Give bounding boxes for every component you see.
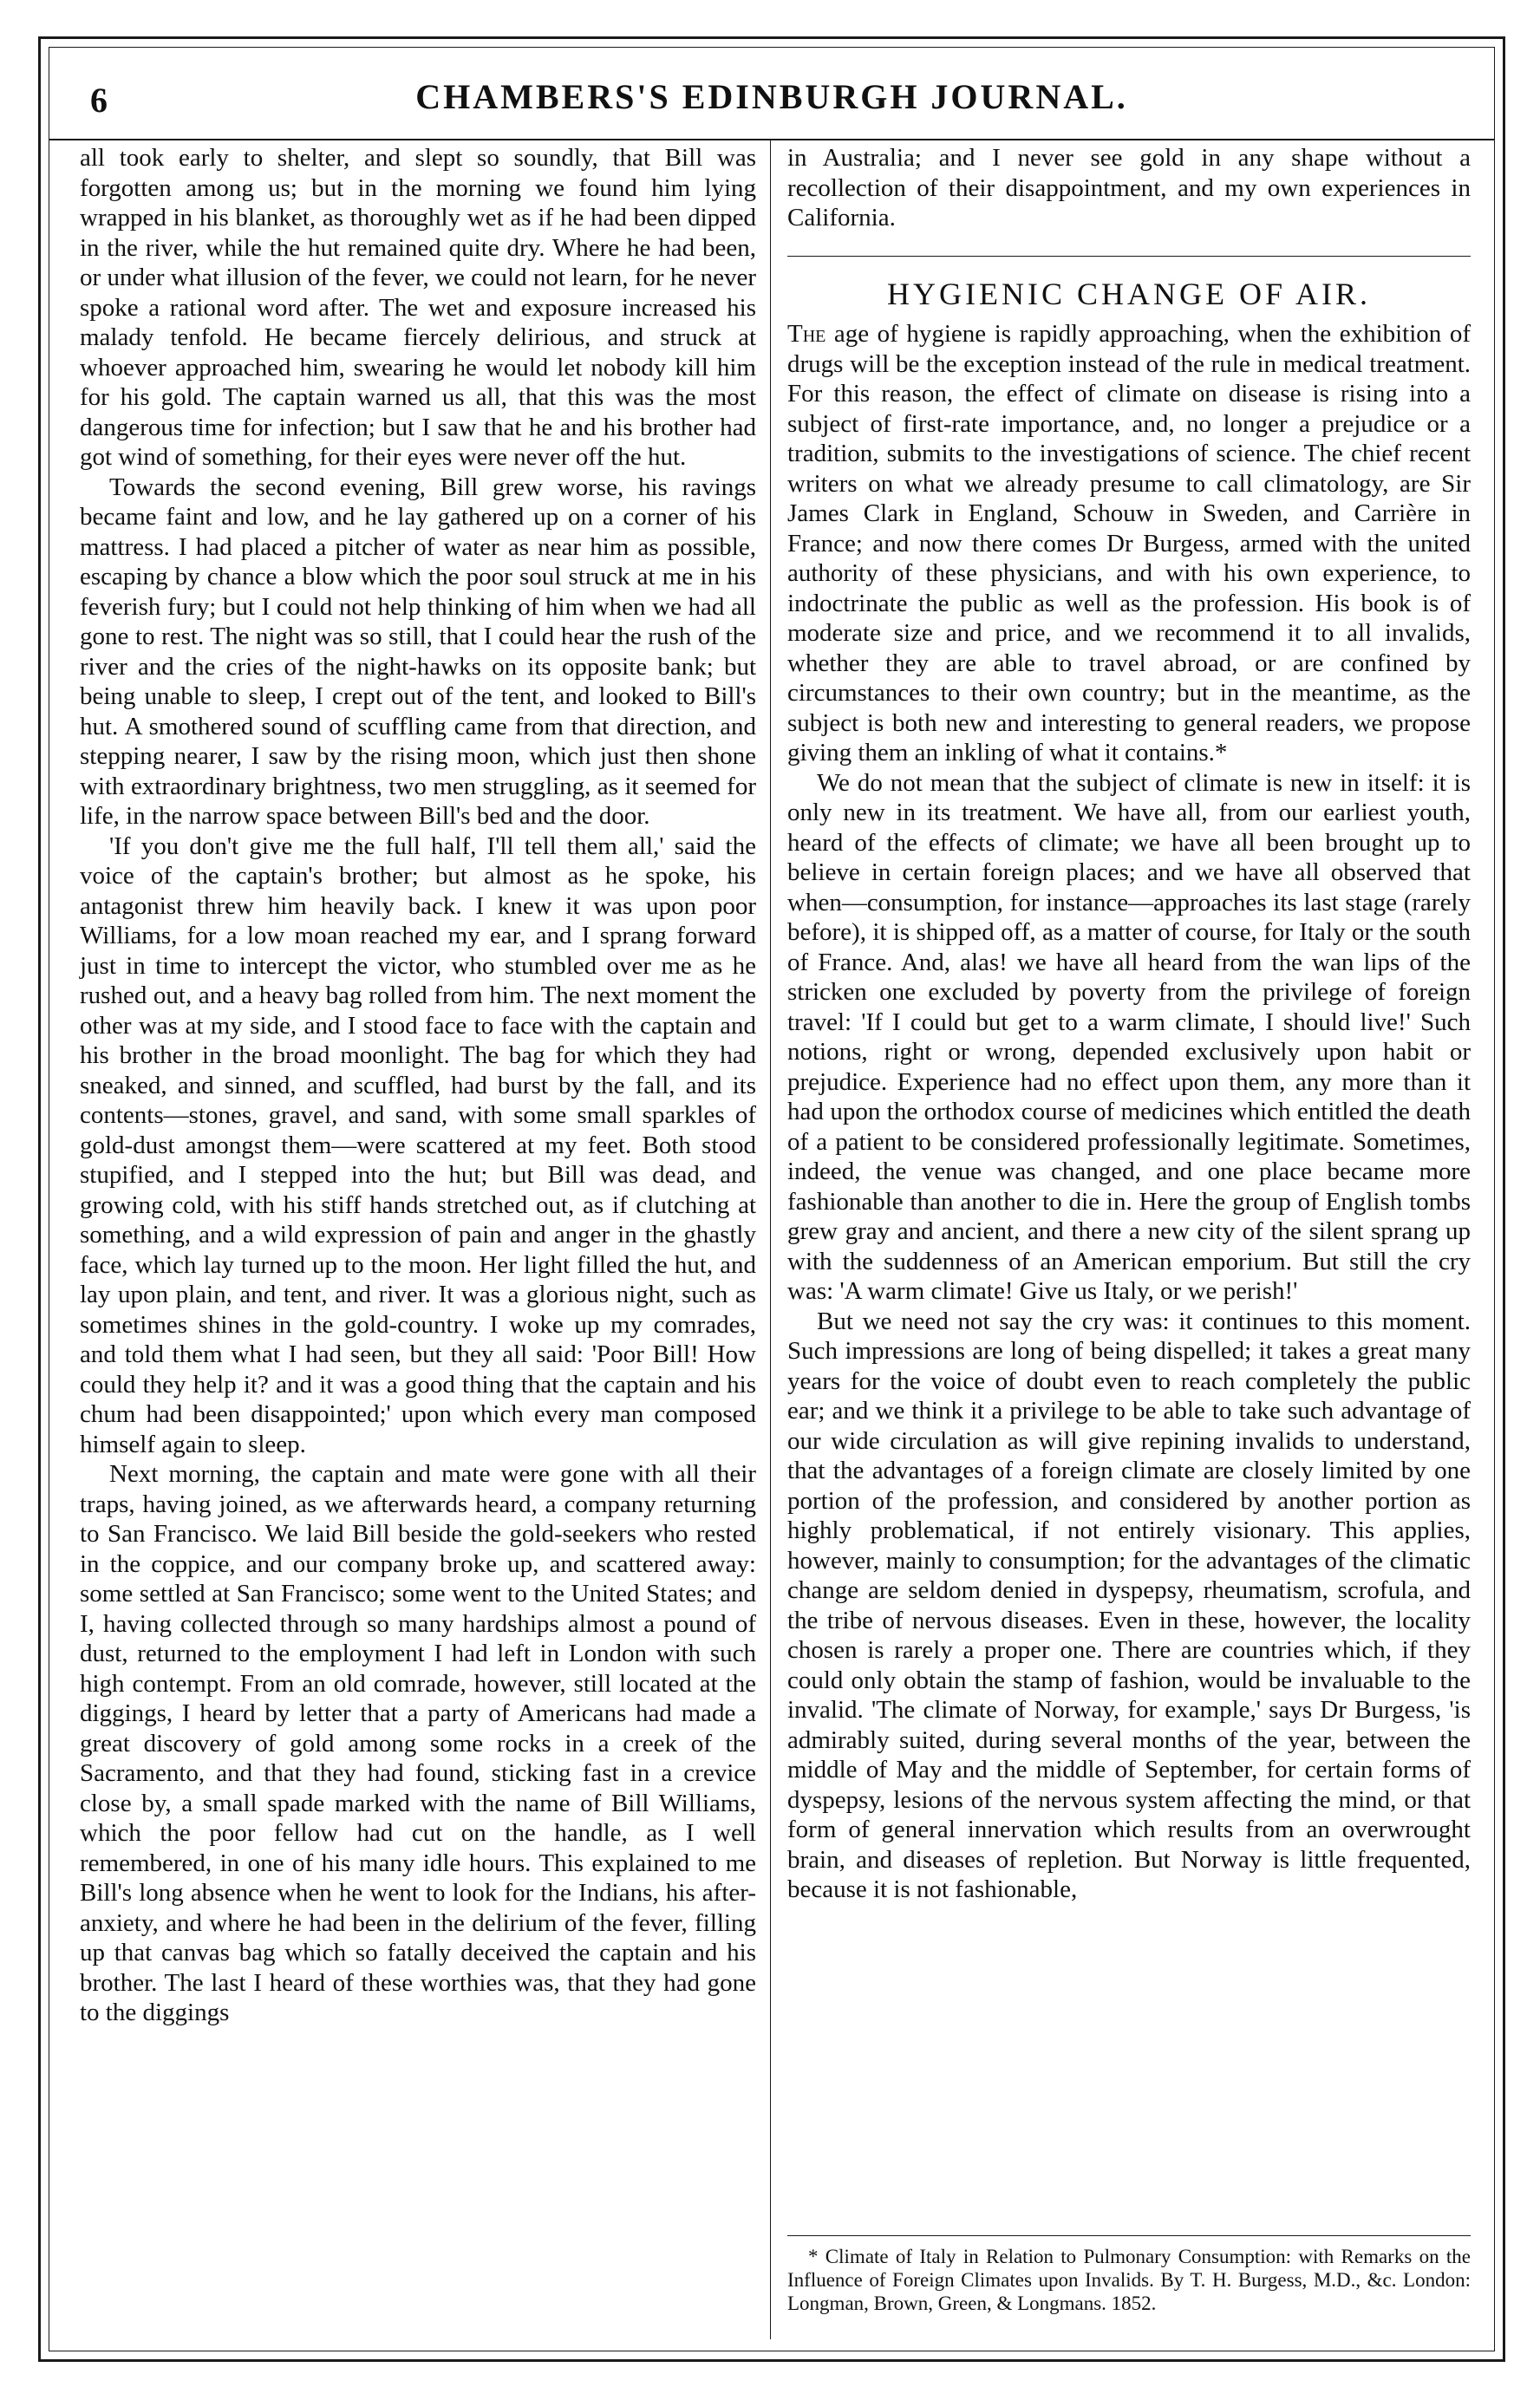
paragraph: Next morning, the captain and mate were gone with all their traps, having joined, as we afterwards heard, a company returning to San Francisco. We laid Bill beside the gold-seekers who rested in the coppice, and our company broke up, and scattered away: some settled at San Francisco; some went to the United States; and I, having collected through so many hardships almost a pound of dust, returned to the employment I had left in London with such high contempt. From an old comrade, however, still located at the diggings, I heard by letter that a party of Americans had made a great discovery of gold among some rocks in a creek of the Sacramento, and that they had found, sticking fast in a crevice close by, a small spade marked with the name of Bill Williams, which the poor fellow had cut on the handle, as I well remembered, in one of his many idle hours. This explained to me Bill's long absence when he went to look for the Indians, his after-anxiety, and where he had been in the delirium of the fever, filling up that canvas bag which so fatally deceived the captain and his brother. The last I heard of these worthies was, that they had gone to the diggings: [80, 1460, 756, 2026]
paragraph-text: age of hygiene is rapidly approaching, when the exhibition of drugs will be the exception instead of the rule in medical treatment. For this reason, the effect of climate on disease is rising into a subject of first-rate importance, and, no longer a prejudice or a tradition, submits to the investigations of science. The chief recent writers on what we already presume to call climatology, are Sir James Clark in England, Schouw in Sweden, and Carrière in France; and now there comes Dr Burgess, armed with the united authority of these physicians, and with his own experience, to indoctrinate the public as well as the profession. His book is of moderate size and price, and we recommend it to all invalids, whether they are able to travel abroad, or are confined by circumstances to their own country; but in the meantime, as the subject is both new and interesting to general readers, we propose giving them an inkling of what it contains.*: [787, 320, 1471, 766]
running-header: [49, 47, 1495, 140]
paragraph: We do not mean that the subject of climate is new in itself: it is only new in its treatment. We have all, from our earliest youth, heard of the effects of climate; we have all been brought up to believe in certain foreign places; and we have all observed that when—consumption, for instance—approaches its last stage (rarely before), it is shipped off, as a matter of course, for Italy or the south of France. And, alas! we have all heard from the wan lips of the stricken one excluded by poverty from the privilege of foreign travel: 'If I could but get to a warm climate, I should live!' Such notions, right or wrong, depended exclusively upon habit or prejudice. Experience had no effect upon them, any more than it had upon the orthodox course of medicines which entitled the death of a patient to be considered professionally legitimate. Sometimes, indeed, the venue was changed, and one place became more fashionable than another to die in. Here the group of English tombs grew gray and ancient, and there a new city of the silent sprang up with the suddenness of an American emporium. But still the cry was: 'A warm climate! Give us Italy, or we perish!': [787, 768, 1471, 1305]
paragraph: But we need not say the cry was: it continues to this moment. Such impressions are long of being dispelled; it takes a great many years for the voice of doubt even to reach completely the public ear; and we think it a privilege to be able to take such advantage of our wide circulation as will give repining invalids to understand, that the advantages of a foreign climate are closely limited by one portion of the profession, and considered by another portion as highly problematical, if not entirely visionary. This applies, however, mainly to consumption; for the advantages of the climatic change are seldom denied in dyspepsy, rheumatism, scrofula, and the tribe of nervous diseases. Even in these, however, the locality chosen is rarely a proper one. There are countries which, if they could only obtain the stamp of fashion, would be invaluable to the invalid. 'The climate of Norway, for example,' says Dr Burgess, 'is admirably suited, during several months of the year, between the middle of May and the middle of September, for certain forms of dyspepsy, lesions of the nervous system affecting the mind, or that form of general innervation which results from an overwrought brain, and diseases of repletion. But Norway is little frequented, because it is not fashionable,: [787, 1307, 1471, 1903]
opening-word: The: [787, 320, 826, 348]
left-column: [80, 143, 756, 2028]
section-rule: [787, 256, 1471, 257]
article-title: HYGIENIC CHANGE OF AIR.: [887, 276, 1371, 311]
page-number: 6: [90, 81, 108, 120]
right-column: [787, 143, 1471, 2337]
paragraph: [787, 319, 1471, 768]
story-continuation: in Australia; and I never see gold in any shape without a recollection of their disappointment, and my own experiences in California.: [787, 144, 1471, 232]
paragraph: all took early to shelter, and slept so soundly, that Bill was forgotten among us; but in the morning we found him lying wrapped in his blanket, as thoroughly wet as if he had been dipped in the river, while the hut remained quite dry. Where he had been, or under what illusion of the fever, we could not learn, for he never spoke a rational word after. The wet and exposure increased his malady tenfold. He became fiercely delirious, and struck at whoever approached him, swearing he would let nobody kill him for his gold. The captain warned us all, that this was the most dangerous time for infection; but I saw that he and his brother had got wind of something, for their eyes were never off the hut.: [80, 144, 756, 471]
paragraph: 'If you don't give me the full half, I'll tell them all,' said the voice of the captain's brother; but almost as he spoke, his antagonist threw him heavily back. I knew it was upon poor Williams, for a low moan reached my ear, and I sprang forward just in time to intercept the victor, who stumbled over me as he rushed out, and a heavy bag rolled from him. The next moment the other was at my side, and I stood face to face with the captain and his brother in the broad moonlight. The bag for which they had sneaked, and sinned, and scuffled, had burst by the fall, and its contents—stones, gravel, and sand, with some small sparkles of gold-dust amongst them—were scattered at my feet. Both stood stupified, and I stepped into the hut; but Bill was dead, and growing cold, with his stiff hands stretched out, as if clutching at something, and a wild expression of pain and anger in the ghastly face, which lay turned up to the moon. Her light filled the hut, and lay upon plain, and tent, and river. It was a glorious night, such as sometimes shines in the gold-country. I woke up my comrades, and told them what I had seen, but they all said: 'Poor Bill! How could they help it? and it was a good thing that the captain and his chum had been disappointed;' upon which every man composed himself again to sleep.: [80, 832, 756, 1458]
column-divider: [770, 140, 771, 2339]
paragraph: Towards the second evening, Bill grew worse, his ravings became faint and low, and he lay gathered up on a corner of his mattress. I had placed a pitcher of water as near him as possible, escaping by chance a blow which the poor soul struck at me in his feverish fury; but I could not help thinking of him when we had all gone to rest. The night was so still, that I could hear the rush of the river and the cries of the night-hawks on its opposite bank; but being unable to sleep, I crept out of the tent, and looked to Bill's hut. A smothered sound of scuffling came from that direction, and stepping nearer, I saw by the rising moon, which just then shone with extraordinary brightness, two men struggling, as it seemed for life, in the narrow space between Bill's bed and the door.: [80, 473, 756, 830]
footnote-text: * Climate of Italy in Relation to Pulmonary Consumption: with Remarks on the Influence of Foreign Climates upon Invalids. By T. H. Burgess, M.D., &c. London: Longman, Brown, Green, & Longmans. 1852.: [787, 2246, 1471, 2314]
journal-title: CHAMBERS'S EDINBURGH JOURNAL.: [415, 77, 1128, 116]
footnote: [787, 2235, 1471, 2315]
